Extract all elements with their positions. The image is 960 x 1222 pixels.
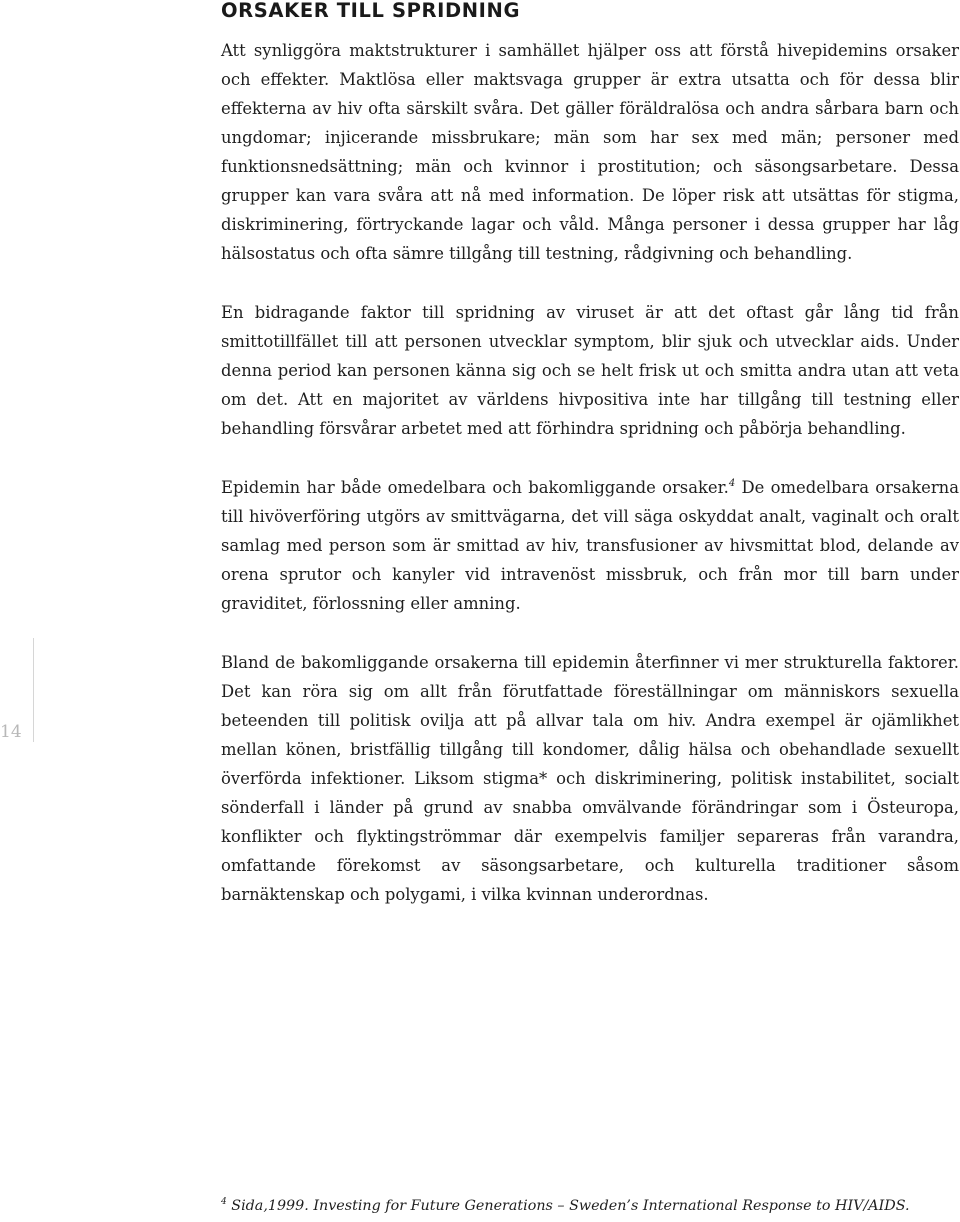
paragraph-underlying-causes: Bland de bakomliggande orsakerna till epidemin återfinner vi mer strukturella faktorer. Det kan röra sig om allt från förutfattade föreställningar om människors sexuella beteenden till politisk ovilja att på allvar tala om hiv. Andra exempel är ojämlikhet mellan könen, bristfällig tillgång till kondomer, dålig hälsa och obehandlade sexuellt överförda infektioner. Liksom stigma* och diskriminering, politisk instabilitet, socialt sönderfall i länder på grund av snabba omvälvande förändringar som i Östeuropa, konflikter och flyktingströmmar där exempelvis familjer separeras från varandra, omfattande förekomst av säsongsarbetare, och kulturella traditioner såsom barnäktenskap och polygami, i vilka kvinnan underordnas.: [221, 653, 959, 904]
footnote-text: Sida,1999. Investing for Future Generations – Sweden’s International Response to HIV/AIDS.: [226, 1198, 910, 1214]
paragraph-power-structures: Att synliggöra maktstrukturer i samhället hjälper oss att förstå hivepidemins orsaker och effekter. Maktlösa eller maktsvaga grupper är extra utsatta och för dessa blir effekterna av hiv ofta särskilt svåra. Det gäller föräldralösa och andra sårbara barn och ungdomar; injicerande missbrukare; män som har sex med män; personer med funktionsnedsättning; män och kvinnor i prostitution; och säsongsarbetare. Dessa grupper kan vara svåra att nå med information. De löper risk att utsättas för stigma, diskriminering, förtryckande lagar och våld. Många personer i dessa grupper har låg hälsostatus och ofta sämre tillgång till testning, rådgivning och behandling.: [221, 41, 959, 263]
footnote-reference[interactable]: 4: [728, 478, 736, 489]
margin-rule: [33, 638, 34, 742]
paragraph-immediate-causes: [221, 473, 959, 618]
immediate-causes-lead: Epidemin har både omedelbara och bakomliggande orsaker.: [221, 478, 729, 497]
page-number: 14: [0, 722, 22, 742]
footnote-number: 4: [221, 1197, 227, 1207]
body-text: [221, 36, 959, 909]
paragraph-contributing-factor: En bidragande faktor till spridning av viruset är att det oftast går lång tid från smittotillfället till att personen utvecklar symptom, blir sjuk och utvecklar aids. Under denna period kan personen känna sig och se helt frisk ut och smitta andra utan att veta om det. Att en majoritet av världens hivpositiva inte har tillgång till testning eller behandling försvårar arbetet med att förhindra spridning och påbörja behandling.: [221, 303, 959, 438]
page-heading: ORSAKER TILL SPRIDNING: [221, 0, 521, 22]
footnote: [221, 1196, 960, 1216]
immediate-causes-rest: De omedelbara orsakerna till hivöverföring utgörs av smittvägarna, det vill säga oskyddat analt, vaginalt och oralt samlag med person som är smittad av hiv, transfusioner av hivsmittat blod, delande av orena sprutor och kanyler vid intravenöst missbruk, och från mor till barn under graviditet, förlossning eller amning.: [221, 478, 959, 613]
